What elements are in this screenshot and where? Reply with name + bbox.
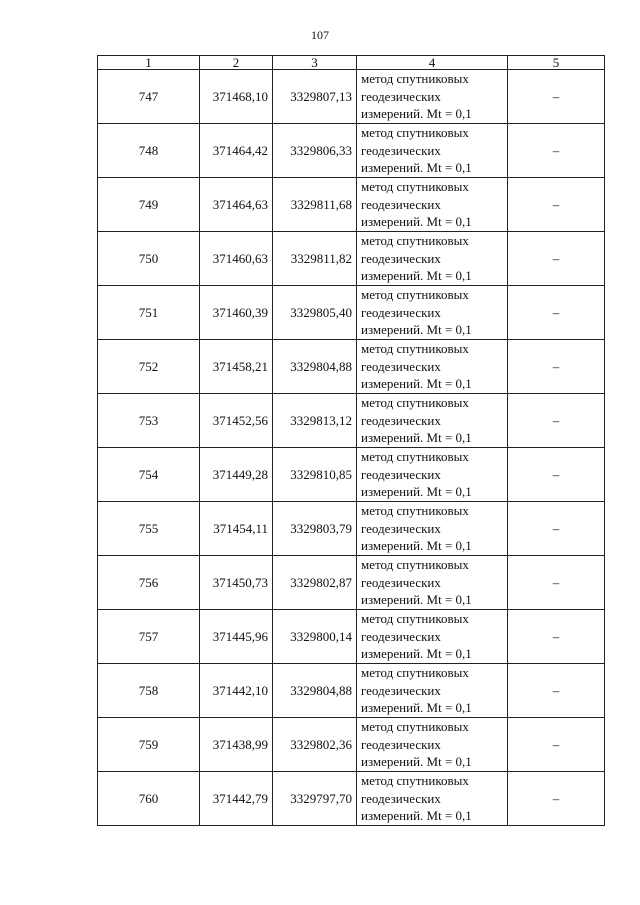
y-coordinate-cell: 3329802,87 (273, 556, 357, 610)
x-coordinate-cell: 371460,63 (200, 232, 273, 286)
column-header-2: 2 (200, 56, 273, 70)
x-coordinate-cell: 371449,28 (200, 448, 273, 502)
y-coordinate-cell: 3329804,88 (273, 340, 357, 394)
table-row (98, 664, 605, 718)
method-line: геодезических (361, 682, 441, 698)
point-number-cell: 760 (98, 772, 200, 826)
method-cell (357, 772, 508, 826)
point-number-cell: 754 (98, 448, 200, 502)
method-line: метод спутниковых (361, 449, 469, 465)
note-cell: – (508, 610, 605, 664)
y-coordinate-cell: 3329811,68 (273, 178, 357, 232)
y-coordinate-cell: 3329800,14 (273, 610, 357, 664)
method-line: геодезических (361, 628, 441, 644)
point-number-cell: 757 (98, 610, 200, 664)
method-cell (357, 340, 508, 394)
method-cell (357, 448, 508, 502)
method-line: метод спутниковых (361, 179, 469, 195)
table-row (98, 394, 605, 448)
method-line: метод спутниковых (361, 395, 469, 411)
method-line: измерений. Mt = 0,1 (361, 160, 472, 176)
x-coordinate-cell: 371460,39 (200, 286, 273, 340)
column-header-3: 3 (273, 56, 357, 70)
table-row (98, 178, 605, 232)
method-line: геодезических (361, 736, 441, 752)
method-cell (357, 502, 508, 556)
method-line: измерений. Mt = 0,1 (361, 268, 472, 284)
method-line: измерений. Mt = 0,1 (361, 808, 472, 824)
x-coordinate-cell: 371450,73 (200, 556, 273, 610)
point-number-cell: 750 (98, 232, 200, 286)
method-cell (357, 286, 508, 340)
note-cell: – (508, 448, 605, 502)
method-cell (357, 232, 508, 286)
note-cell: – (508, 178, 605, 232)
method-cell (357, 178, 508, 232)
table-row (98, 610, 605, 664)
method-line: геодезических (361, 88, 441, 104)
point-number-cell: 753 (98, 394, 200, 448)
table-row (98, 286, 605, 340)
method-line: метод спутниковых (361, 665, 469, 681)
table-header-row (98, 56, 605, 70)
method-line: метод спутниковых (361, 71, 469, 87)
method-cell (357, 70, 508, 124)
table-row (98, 340, 605, 394)
x-coordinate-cell: 371468,10 (200, 70, 273, 124)
method-line: метод спутниковых (361, 611, 469, 627)
method-cell (357, 394, 508, 448)
method-line: измерений. Mt = 0,1 (361, 646, 472, 662)
method-line: измерений. Mt = 0,1 (361, 322, 472, 338)
method-line: геодезических (361, 304, 441, 320)
note-cell: – (508, 718, 605, 772)
page-number: 107 (311, 28, 329, 42)
method-cell (357, 664, 508, 718)
note-cell: – (508, 772, 605, 826)
method-line: геодезических (361, 358, 441, 374)
method-line: геодезических (361, 142, 441, 158)
column-header-4: 4 (357, 56, 508, 70)
x-coordinate-cell: 371452,56 (200, 394, 273, 448)
method-line: измерений. Mt = 0,1 (361, 214, 472, 230)
method-line: измерений. Mt = 0,1 (361, 106, 472, 122)
table-row (98, 124, 605, 178)
y-coordinate-cell: 3329797,70 (273, 772, 357, 826)
method-line: метод спутниковых (361, 287, 469, 303)
note-cell: – (508, 124, 605, 178)
x-coordinate-cell: 371438,99 (200, 718, 273, 772)
method-line: измерений. Mt = 0,1 (361, 592, 472, 608)
method-cell (357, 556, 508, 610)
y-coordinate-cell: 3329803,79 (273, 502, 357, 556)
table-row (98, 70, 605, 124)
table-row (98, 718, 605, 772)
method-line: измерений. Mt = 0,1 (361, 376, 472, 392)
method-line: измерений. Mt = 0,1 (361, 484, 472, 500)
table-row (98, 502, 605, 556)
y-coordinate-cell: 3329813,12 (273, 394, 357, 448)
note-cell: – (508, 556, 605, 610)
method-line: метод спутниковых (361, 719, 469, 735)
note-cell: – (508, 664, 605, 718)
method-cell (357, 610, 508, 664)
coordinates-table (97, 55, 605, 826)
method-line: метод спутниковых (361, 125, 469, 141)
x-coordinate-cell: 371464,42 (200, 124, 273, 178)
y-coordinate-cell: 3329802,36 (273, 718, 357, 772)
table-row (98, 556, 605, 610)
method-line: геодезических (361, 466, 441, 482)
method-line: геодезических (361, 574, 441, 590)
note-cell: – (508, 70, 605, 124)
method-line: измерений. Mt = 0,1 (361, 700, 472, 716)
method-line: измерений. Mt = 0,1 (361, 754, 472, 770)
method-cell (357, 124, 508, 178)
y-coordinate-cell: 3329806,33 (273, 124, 357, 178)
method-line: геодезических (361, 790, 441, 806)
y-coordinate-cell: 3329807,13 (273, 70, 357, 124)
point-number-cell: 751 (98, 286, 200, 340)
method-cell (357, 718, 508, 772)
method-line: геодезических (361, 520, 441, 536)
x-coordinate-cell: 371458,21 (200, 340, 273, 394)
method-line: метод спутниковых (361, 557, 469, 573)
x-coordinate-cell: 371464,63 (200, 178, 273, 232)
column-header-1: 1 (98, 56, 200, 70)
x-coordinate-cell: 371445,96 (200, 610, 273, 664)
method-line: метод спутниковых (361, 503, 469, 519)
point-number-cell: 749 (98, 178, 200, 232)
x-coordinate-cell: 371442,79 (200, 772, 273, 826)
point-number-cell: 755 (98, 502, 200, 556)
note-cell: – (508, 394, 605, 448)
point-number-cell: 759 (98, 718, 200, 772)
point-number-cell: 758 (98, 664, 200, 718)
table-body (98, 70, 605, 826)
table-row (98, 448, 605, 502)
method-line: измерений. Mt = 0,1 (361, 430, 472, 446)
point-number-cell: 756 (98, 556, 200, 610)
note-cell: – (508, 286, 605, 340)
note-cell: – (508, 340, 605, 394)
point-number-cell: 752 (98, 340, 200, 394)
method-line: геодезических (361, 412, 441, 428)
y-coordinate-cell: 3329804,88 (273, 664, 357, 718)
point-number-cell: 748 (98, 124, 200, 178)
method-line: измерений. Mt = 0,1 (361, 538, 472, 554)
method-line: геодезических (361, 196, 441, 212)
x-coordinate-cell: 371454,11 (200, 502, 273, 556)
y-coordinate-cell: 3329811,82 (273, 232, 357, 286)
column-header-5: 5 (508, 56, 605, 70)
method-line: метод спутниковых (361, 233, 469, 249)
point-number-cell: 747 (98, 70, 200, 124)
x-coordinate-cell: 371442,10 (200, 664, 273, 718)
table-row (98, 232, 605, 286)
note-cell: – (508, 502, 605, 556)
method-line: геодезических (361, 250, 441, 266)
method-line: метод спутниковых (361, 773, 469, 789)
y-coordinate-cell: 3329810,85 (273, 448, 357, 502)
method-line: метод спутниковых (361, 341, 469, 357)
y-coordinate-cell: 3329805,40 (273, 286, 357, 340)
table-row (98, 772, 605, 826)
note-cell: – (508, 232, 605, 286)
